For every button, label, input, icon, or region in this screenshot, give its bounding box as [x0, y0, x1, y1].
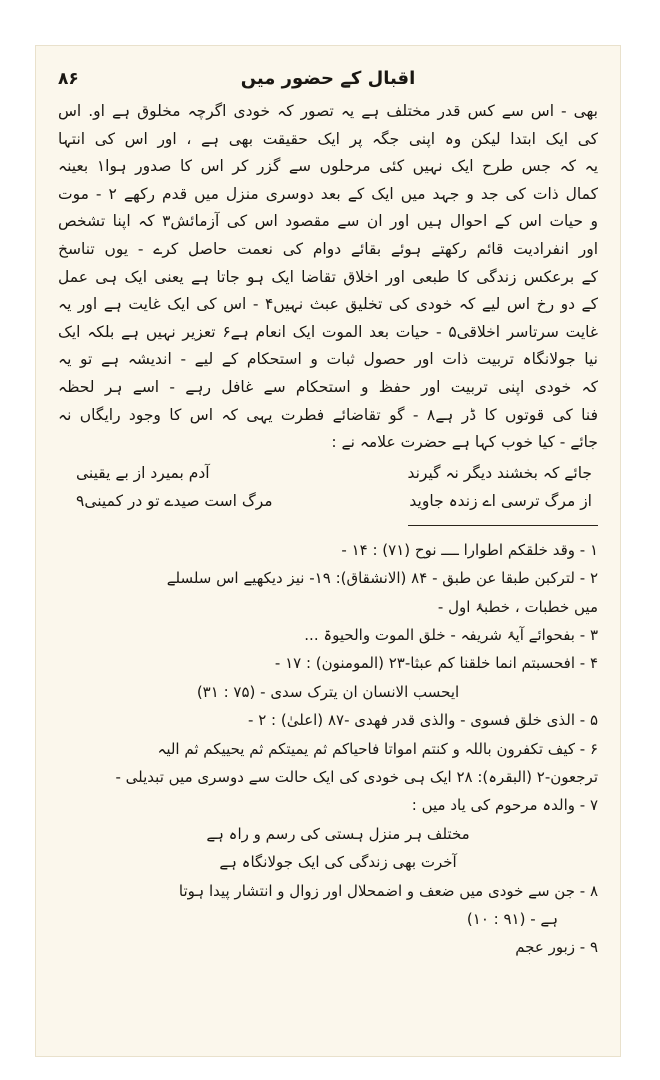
- footnote-line: ۴ - افحسبتم انما خلقنا کم عبثا-۲۳ (المومنون) : ۱۷ -: [274, 654, 598, 673]
- body-line: کے دو رخ اس لیے کہ خودی کی تخلیق عبث نہیں۴ - اس کی ایک غایت ہے اور یہ: [58, 295, 598, 314]
- body-line: کی ایک ابتدا لیکن وہ اپنی جگہ پر ایک حقیقت بھی ہے ، اور اس کی انتہا: [58, 129, 598, 148]
- footnote-line: ۳ - بفحوائے آیۂ شریفہ - خلق الموت والحیوۃ ...: [304, 625, 598, 644]
- footnote-line: ایحسب الانسان ان یترک سدی - (۷۵ : ۳۱): [196, 682, 460, 701]
- verse-hemistich: از مرگ ترسی اے زندہ جاوید: [409, 491, 592, 510]
- footnote-divider: [408, 525, 598, 526]
- body-line: غایت سرتاسر اخلاقی۵ - حیات بعد الموت ایک انعام ہے۶ تعزیر نہیں ہے بلکہ ایک: [58, 322, 598, 341]
- body-line: کہ خودی اپنی تربیت اور حفظ و استحکام سے غافل رہے - اسے ہر لحظہ: [58, 377, 598, 396]
- running-title: اقبال کے حضور میں: [240, 68, 416, 89]
- body-line: نیا جولانگاہ تربیت ذات اور حصول ثبات و استحکام کے لیے - اندیشہ ہے تو یہ: [58, 350, 598, 369]
- footnote-line: میں خطبات ، خطبۂ اول -: [437, 597, 598, 616]
- footnote-line: ۲ - لترکبن طبقا عن طبق - ۸۴ (الانشقاق): ۱۹- نیز دیکھیے اس سلسلے: [166, 569, 598, 588]
- body-line: فنا کی قوتوں کا ڈر ہے۸ - گو تقاضائے فطرت یہی کہ اس کا وجود رایگاں نہ: [58, 405, 598, 424]
- footnote-line: ۵ - الذی خلق فسوی - والذی قدر فھدی -۸۷ (اعلیٰ) : ۲ -: [248, 711, 598, 730]
- footnote-line: ۸ - جن سے خودی میں ضعف و اضمحلال اور زوال و انتشار پیدا ہوتا: [178, 881, 598, 900]
- body-line: و حیات اس کے احوال ہیں اور ان سے مقصود اس کی آزمائش۳ کہ اپنا تشخص: [58, 212, 598, 231]
- persian-verse: [58, 459, 598, 515]
- body-line: کمال ذات کی جد و جہد میں ایک کے بعد دوسری منزل میں قدم رکھے ۲ - موت: [58, 184, 598, 203]
- footnote-line: ۹ - زبور عجم: [515, 938, 598, 957]
- running-header: [58, 64, 598, 94]
- footnote-line: ۱ - وقد خلقکم اطوارا ــــ نوح (۷۱) : ۱۴ -: [341, 540, 598, 559]
- book-page: [36, 46, 620, 1056]
- page-content: [58, 64, 598, 962]
- footnote-line: ہے - (۹۱ : ۱۰): [466, 910, 558, 928]
- footnote-line: ترجعون-۲ (البقرہ): ۲۸ ایک ہی خودی کی ایک حالت سے دوسری میں تبدیلی -: [115, 767, 598, 786]
- body-line: بھی - اس سے کس قدر مختلف ہے یہ تصور کہ خودی اگرچہ مخلوق ہے او. اس: [58, 102, 598, 120]
- footnote-line: ۶ - کیف تکفرون باللہ و کنتم امواتا فاحیاکم ثم یمیتکم ثم یحییکم ثم الیہ: [157, 739, 598, 758]
- main-paragraph: [58, 98, 598, 457]
- footnote-verse-line: مختلف ہر منزل ہستی کی رسم و راہ ہے: [206, 824, 470, 843]
- footnote-verse-line: آخرت بھی زندگی کی ایک جولانگاہ ہے: [219, 853, 457, 872]
- page-number: ۸۶: [58, 69, 79, 89]
- footnotes: [58, 536, 598, 962]
- verse-hemistich: مرگ است صیدے تو در کمینی۹: [76, 491, 273, 510]
- body-line: جائے - کیا خوب کہا ہے حضرت علامہ نے :: [331, 433, 598, 452]
- verse-hemistich: جائے کہ بخشند دیگر نہ گیرند: [407, 463, 592, 482]
- verse-line-2: [58, 487, 598, 515]
- body-line: کے برعکس زندگی کا طبعی اور اخلاق تقاضا ایک ہو جاتا ہے یعنی ایک ہی عمل: [58, 267, 598, 286]
- body-line: اور انفرادیت قائم رکھتے ہوئے بقائے دوام کی نعمت حاصل کرے - یوں تناسخ: [58, 239, 598, 258]
- verse-line-1: [58, 459, 598, 487]
- verse-hemistich: آدم بمیرد از بے یقینی: [76, 463, 210, 482]
- body-line: یہ کہ جس طرح ایک نہیں کئی مرحلوں سے گزر کر اس کا صدور ہوا۱ بعینہ: [58, 157, 599, 176]
- footnote-line: ۷ - والدہ مرحوم کی یاد میں :: [411, 796, 598, 815]
